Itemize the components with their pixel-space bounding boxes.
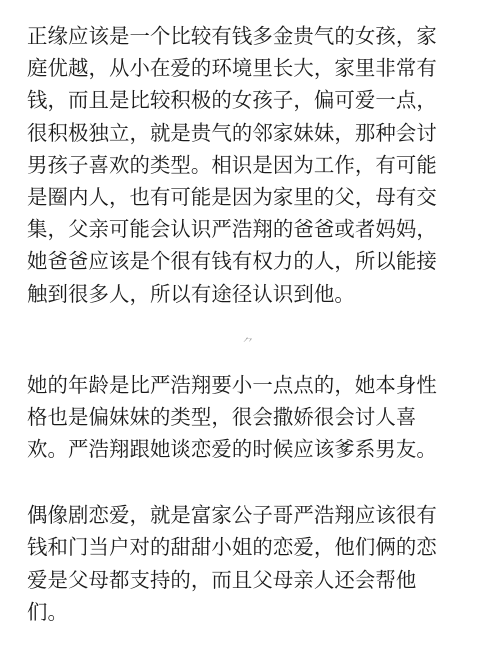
text-line: 欢。严浩翔跟她谈恋爱的时候应该爹系男友。 <box>27 437 437 462</box>
text-line: 爱是父母都支持的，而且父母亲人还会帮他 <box>27 567 417 592</box>
text-line: 格也是偏妹妹的类型，很会撒娇很会讨人喜 <box>27 404 417 429</box>
text-line: 是圈内人，也有可能是因为家里的父，母有交 <box>27 184 437 209</box>
watermark-glyph: ⺈ <box>243 338 253 349</box>
text-line: 她的年龄是比严浩翔要小一点点的，她本身性 <box>27 372 437 397</box>
text-line: 触到很多人，所以有途径认识到他。 <box>27 281 355 306</box>
text-line: 钱，而且是比较积极的女孩子，偏可爱一点， <box>27 88 437 113</box>
text-line: 她爸爸应该是个很有钱有权力的人，所以能接 <box>27 249 437 274</box>
text-line: 男孩子喜欢的类型。相识是因为工作，有可能 <box>27 152 437 177</box>
paragraph-spacer <box>27 465 473 499</box>
text-line: 庭优越，从小在爱的环境里长大，家里非常有 <box>27 56 437 81</box>
paragraph-3 <box>27 499 473 628</box>
paragraph-2 <box>27 369 473 466</box>
paragraph-1 <box>27 20 473 310</box>
text-line: 钱和门当户对的甜甜小姐的恋爱，他们俩的恋 <box>27 535 437 560</box>
text-line: 很积极独立，就是贵气的邻家妹妹，那种会讨 <box>27 120 437 145</box>
text-line: 集，父亲可能会认识严浩翔的爸爸或者妈妈， <box>27 217 437 242</box>
text-line: 们。 <box>27 599 68 624</box>
text-line: 偶像剧恋爱，就是富家公子哥严浩翔应该很有 <box>27 503 437 528</box>
text-line: 正缘应该是一个比较有钱多金贵气的女孩，家 <box>27 24 437 48</box>
